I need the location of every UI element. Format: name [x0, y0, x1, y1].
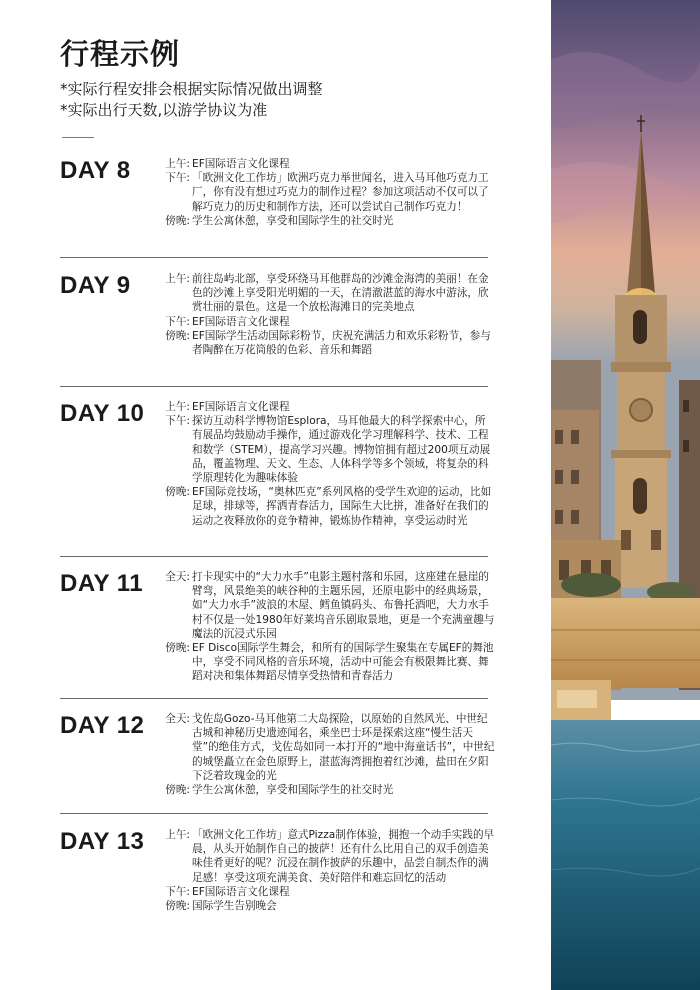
section-divider [60, 698, 488, 699]
day-label: DAY 8 [60, 157, 131, 184]
day-11-entries [152, 570, 496, 684]
schedule-entry [152, 272, 496, 315]
time-label: 全天: [165, 571, 190, 583]
activity-text: 前往岛屿北部，享受环绕马耳他群岛的沙滩金海湾的美丽！在金色的沙滩上享受阳光明媚的一天，在清澈湛蓝的海水中游泳，欣赏壮丽的景色。这是一个放松海滩日的完美地点 [192, 273, 489, 314]
schedule-entry [152, 171, 496, 214]
section-divider [60, 257, 488, 258]
time-label: 下午: [165, 885, 190, 898]
activity-text: 「欧洲文化工作坊」欧洲巧克力举世闻名，进入马耳他巧克力工厂，你有没有想过巧克力的制作过程？参加这项活动不仅可以了解巧克力的历史和制作方法，还可以尝试自己制作巧克力！ [192, 172, 489, 213]
activity-text: 打卡现实中的“大力水手”电影主题村落和乐园，这座建在悬崖的臂弯，风景绝美的峡谷种的主题乐园，还原电影中的经典场景，如“大力水手”波浪的木屋、鳕鱼镇码头、布鲁托酒吧，大力水手村不仅是一处1980年好莱坞音乐剧取景地，更是一个充满童趣与魔法的沉浸式乐园 [192, 571, 495, 640]
day-label: DAY 10 [60, 400, 145, 427]
activity-text: EF国际语言文化课程 [192, 885, 290, 898]
activity-text: 学生公寓休憩，享受和国际学生的社交时光 [192, 784, 394, 797]
time-label: 上午: [165, 829, 190, 841]
time-label: 上午: [165, 273, 190, 285]
adjustment-note: *实际行程安排会根据实际情况做出调整 [60, 80, 323, 98]
activity-text: 戈佐岛Gozo-马耳他第二大岛探险，以原始的自然风光、中世纪古城和神秘历史遗迹闻名，乘坐巴士环是探索这座“慢生活天堂”的绝佳方式，戈佐岛如同一本打开的“地中海童话书”，中世纪的城堡矗立在金色原野上，湛蓝海湾拥抱着红沙滩，盐田在夕阳下泛着玫瑰金的光 [192, 713, 495, 782]
schedule-entry [152, 315, 496, 329]
time-label: 傍晚: [165, 784, 190, 797]
schedule-entry [152, 329, 496, 357]
day-12-entries [152, 712, 496, 797]
day-label: DAY 9 [60, 272, 131, 299]
day-13-entries [152, 828, 496, 913]
time-label: 下午: [165, 315, 190, 328]
activity-text: EF国际语言文化课程 [192, 315, 290, 328]
activity-text: EF国际语言文化课程 [192, 401, 290, 413]
activity-text: 国际学生告别晚会 [192, 900, 277, 913]
activity-text: EF Disco国际学生舞会，和所有的国际学生聚集在专属EF的舞池中，享受不同风格的音乐环境，活动中可能会有极限舞比赛、舞蹈对决和集体舞蹈尽情享受热情和青春活力 [192, 642, 494, 683]
schedule-entry [152, 570, 496, 641]
schedule-entry [152, 400, 496, 414]
schedule-entry [152, 885, 496, 899]
time-label: 傍晚: [165, 900, 190, 913]
section-divider [60, 386, 488, 387]
duration-note: *实际出行天数,以游学协议为准 [60, 101, 268, 119]
schedule-entry [152, 712, 496, 783]
day-label: DAY 13 [60, 828, 145, 855]
day-9-entries [152, 272, 496, 357]
schedule-entry [152, 641, 496, 684]
schedule-entry [152, 414, 496, 485]
activity-text: EF国际学生活动国际彩粉节，庆祝充满活力和欢乐彩粉节，参与者陶醉在万花筒般的色彩、音乐和舞蹈 [192, 329, 491, 357]
schedule-entry [152, 828, 496, 885]
time-label: 傍晚: [165, 214, 190, 227]
time-label: 傍晚: [165, 486, 190, 499]
time-label: 上午: [165, 401, 190, 413]
page-title: 行程示例 [60, 37, 181, 71]
day-label: DAY 12 [60, 712, 145, 739]
activity-text: EF国际竞技场，“奥林匹克”系列风格的受学生欢迎的运动，比如足球，排球等，挥洒青春活力，国际生大比拼，准备好在我们的运动之夜释放你的竞争精神，锻炼协作精神，享受运动时光 [192, 486, 492, 527]
valletta-photo [551, 0, 700, 990]
time-label: 下午: [165, 172, 190, 185]
schedule-entry [152, 214, 496, 228]
schedule-entry [152, 157, 496, 171]
schedule-entry [152, 783, 496, 797]
day-label: DAY 11 [60, 570, 144, 597]
activity-text: 探访互动科学博物馆Esplora，马耳他最大的科学探索中心，所有展品均鼓励动手操作，通过游戏化学习理解科学、技术、工程和数学（STEM），提高学习兴趣。博物馆拥有超过200项互动展品，覆盖物理、天文、生态、人体科学等多个领域，将复杂的科学原理转化为趣味体验 [192, 415, 491, 485]
title-underline [62, 137, 94, 138]
activity-text: 「欧洲文化工作坊」意式Pizza制作体验，拥抱一个动手实践的早晨，从头开始制作自己的披萨！还有什么比用自己的双手创造美味佳肴更好的呢？沉浸在制作披萨的乐趣中，品尝自制杰作的满足感！享受这项充满美食、美好陪伴和难忘回忆的活动 [192, 829, 495, 884]
time-label: 下午: [165, 415, 190, 428]
time-label: 傍晚: [165, 642, 190, 655]
day-8-entries [152, 157, 496, 228]
activity-text: EF国际语言文化课程 [192, 158, 290, 170]
activity-text: 学生公寓休憩，享受和国际学生的社交时光 [192, 214, 394, 227]
time-label: 傍晚: [165, 329, 190, 342]
section-divider [60, 556, 488, 557]
schedule-entry [152, 485, 496, 528]
day-10-entries [152, 400, 496, 528]
time-label: 上午: [165, 158, 190, 170]
schedule-entry [152, 899, 496, 913]
church-skyline-illustration [551, 0, 700, 990]
time-label: 全天: [165, 713, 190, 725]
section-divider [60, 813, 488, 814]
